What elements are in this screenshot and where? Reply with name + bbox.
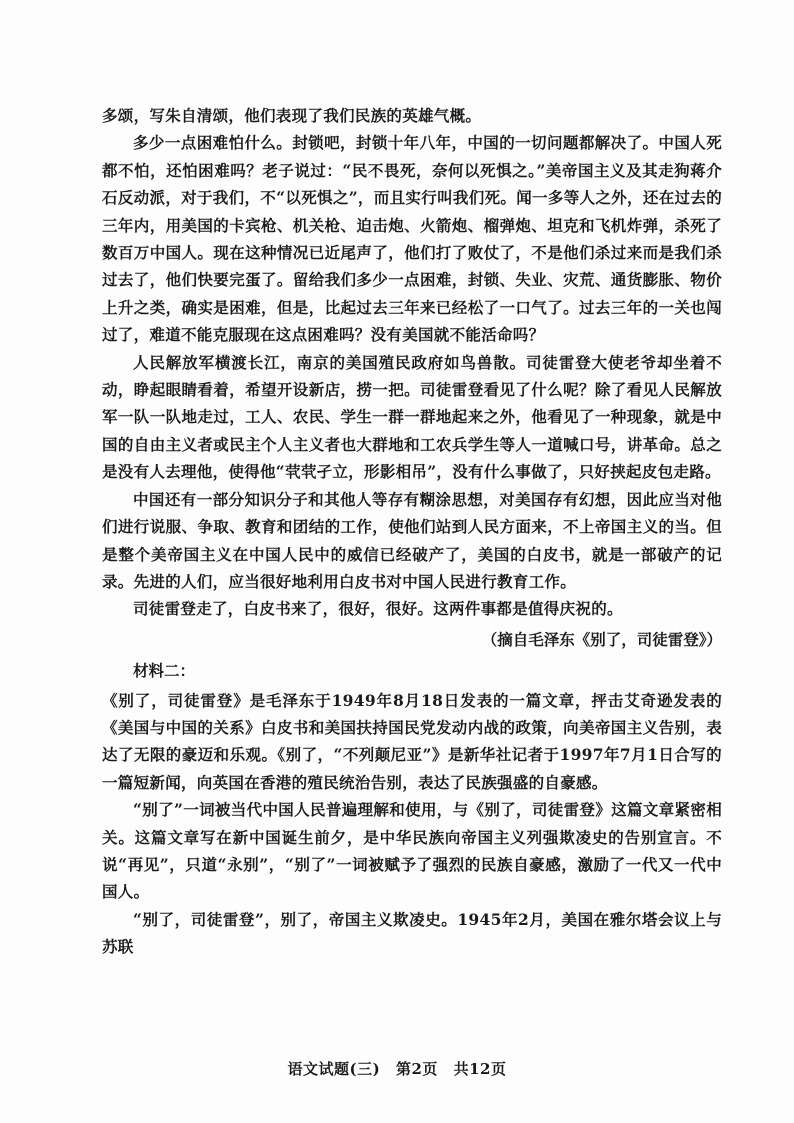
source-citation: （摘自毛泽东《别了，司徒雷登》） (481, 629, 722, 649)
paragraph: 中国还有一部分知识分子和其他人等存有糊涂思想，对美国存有幻想，因此应当对他们进行说服、争取、教育和团结的工作，使他们站到人民方面来，不上帝国主义的当。但是整个美帝国主义在中国人民中的威信已经破产了，美国的白皮书，就是一部破产的记录。先进的人们，应当很好地利用白皮书对中国人民进行教育工作。 (102, 489, 722, 591)
material-two-paragraph: “别了”一词被当代中国人民普遍理解和使用，与《别了，司徒雷登》这篇文章紧密相关。这篇文章写在新中国诞生前夕，是中华民族向帝国主义列强欺凌史的告别宣言。不说“再见”，只道“永别”，“别了”一词被赋予了强烈的民族自豪感，激励了一代又一代中国人。 (102, 800, 722, 902)
page-content (102, 102, 722, 961)
footer-total-pages: 共12页 (453, 1060, 507, 1078)
paragraph: 多少一点困难怕什么。封锁吧，封锁十年八年，中国的一切问题都解决了。中国人死都不怕，还怕困难吗？老子说过：“民不畏死，奈何以死惧之。”美帝国主义及其走狗蒋介石反动派，对于我们，不“以死惧之”，而且实行叫我们死。闻一多等人之外，还在过去的三年内，用美国的卡宾枪、机关枪、迫击炮、火箭炮、榴弹炮、坦克和飞机炸弹，杀死了数百万中国人。现在这种情况已近尾声了，他们打了败仗了，不是他们杀过来而是我们杀过去了，他们快要完蛋了。留给我们多少一点困难，封锁、失业、灾荒、通货膨胀、物价上升之类，确实是困难，但是，比起过去三年来已经松了一口气了。过去三年的一关也闯过了，难道不能克服现在这点困难吗？没有美国就不能活命吗？ (102, 133, 722, 345)
footer-subject: 语文试题(三) (287, 1060, 381, 1078)
paragraph: 司徒雷登走了，白皮书来了，很好，很好。这两件事都是值得庆祝的。 (133, 599, 623, 619)
material-two-paragraph: “别了，司徒雷登”，别了，帝国主义欺凌史。1945年2月，美国在雅尔塔会议上与苏联 (102, 909, 722, 957)
material-two-heading: 材料二： (133, 661, 196, 681)
footer-page-number: 第2页 (395, 1060, 438, 1078)
paragraph: 人民解放军横渡长江，南京的美国殖民政府如鸟兽散。司徒雷登大使老爷却坐着不动，睁起眼睛看着，希望开设新店，捞一把。司徒雷登看见了什么呢？除了看见人民解放军一队一队地走过，工人、农民、学生一群一群地起来之外，他看见了一种现象，就是中国的自由主义者或民主个人主义者也大群地和工农兵学生等人一道喊口号，讲革命。总之是没有人去理他，使得他“茕茕孑立，形影相吊”，没有什么事做了，只好挟起皮包走路。 (102, 352, 722, 482)
page-footer (0, 1058, 794, 1079)
paragraph-continuation: 多颂，写朱自清颂，他们表现了我们民族的英雄气概。 (102, 106, 482, 125)
material-two-paragraph: 《别了，司徒雷登》是毛泽东于1949年8月18日发表的一篇文章，抨击艾奇逊发表的《美国与中国的关系》白皮书和美国扶持国民党发动内战的政策，向美帝国主义告别，表达了无限的豪迈和乐观。《别了，“不列颠尼亚”》是新华社记者于1997年7月1日合写的一篇短新闻，向英国在香港的殖民统治告别，表达了民族强盛的自豪感。 (102, 690, 722, 792)
